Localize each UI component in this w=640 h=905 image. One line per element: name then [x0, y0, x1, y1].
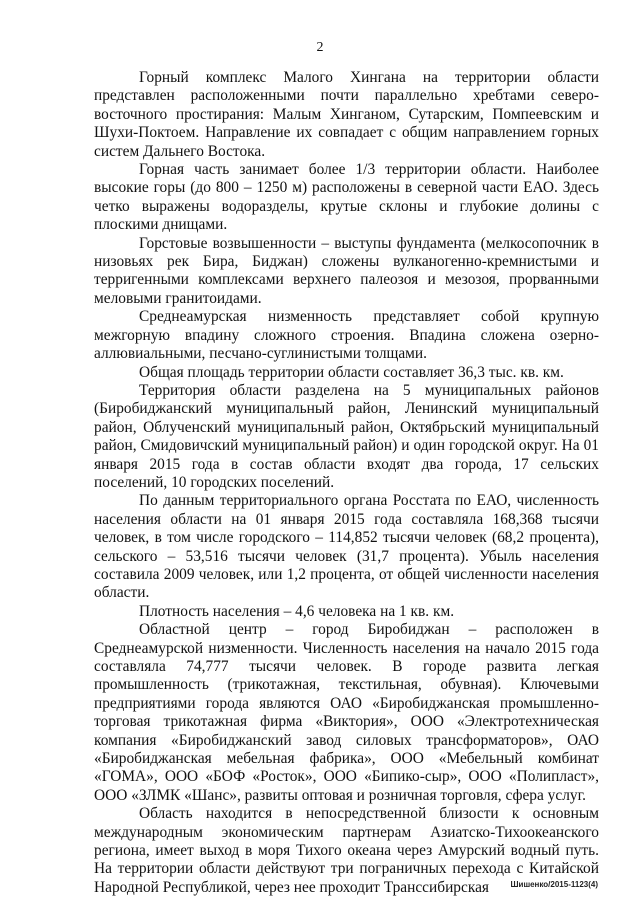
document-footer-code: Шишенко/2015-1123(4) [510, 880, 598, 889]
paragraph-municipal-districts: Территория области разделена на 5 муниципальных районов (Биробиджанский муниципальный район, Ленинский муниципальный район, Облученский муниципальный район, Октябрьский муниципальный район, Смидовичский муниципальный район) и один городской округ. На 01 января 2015 года в состав области входят два города, 17 сельских поселений, 10 городских поселений. [94, 381, 599, 491]
paragraph-mountain-complex: Горный комплекс Малого Хингана на территории области представлен расположенными почти параллельно хребтами северо-восточного простирания: Малым Хинганом, Сутарским, Помпеевским и Шухи-Поктоем. Направление их совпадает с общим направлением горных систем Дальнего Востока. [94, 69, 599, 160]
page-number: 2 [316, 40, 324, 55]
paragraph-population-density: Плотность населения – 4,6 человека на 1 кв. км. [139, 602, 455, 620]
paragraph-lowland: Среднеамурская низменность представляет собой крупную межгорную впадину сложного строения. Впадина сложена озерно-аллювиальными, песчано-суглинистыми толщами. [94, 308, 599, 363]
paragraph-horst-uplands: Горстовые возвышенности – выступы фундамента (мелкосопочник в низовьях рек Бира, Биджан) сложены вулканогенно-кремнистыми и терригенными комплексами верхнего палеозоя и мезозоя, прорванными меловыми гранитоидами. [94, 234, 599, 307]
paragraph-mountain-part: Горная часть занимает более 1/3 территории области. Наиболее высокие горы (до 800 – 1250 м) расположены в северной части ЕАО. Здесь четко выражены водоразделы, крутые склоны и глубокие долины с плоскими днищами. [94, 161, 599, 234]
document-body [94, 69, 599, 897]
paragraph-location: Область находится в непосредственной близости к основным международным экономическим партнерам Азиатско-Тихоокеанского региона, имеет выход в моря Тихого океана через Амурский водный путь. На территории области действуют три пограничных перехода с Китайской Народной Республикой, через нее проходит Транссибирская [94, 805, 599, 896]
paragraph-regional-center: Областной центр – город Биробиджан – расположен в Среднеамурской низменности. Численность населения на начало 2015 года составляла 74,777 тысячи человек. В городе развита легкая промышленность (трикотажная, текстильная, обувная). Ключевыми предприятиями города являются ОАО «Биробиджанская промышленно-торговая трикотажная фирма «Виктория», ООО «Электротехническая компания «Биробиджанский завод силовых трансформаторов», ОАО «Биробиджанская мебельная фабрика», ООО «Мебельный комбинат «ГОМА», ООО «БОФ «Росток», ООО «Бипико-сыр», ООО «Полипласт», ООО «ЗЛМК «Шанс», развиты оптовая и розничная торговля, сфера услуг. [94, 621, 599, 804]
paragraph-population: По данным территориального органа Росстата по ЕАО, численность населения области на 01 января 2015 года составляла 168,368 тысячи человек, в том числе городского – 114,852 тысячи человек (68,2 процента), сельского – 53,516 тысячи человек (31,7 процента). Убыль населения составила 2009 человек, или 1,2 процента, от общей численности населения области. [94, 492, 599, 602]
paragraph-total-area: Общая площадь территории области составляет 36,3 тыс. кв. км. [139, 363, 564, 381]
